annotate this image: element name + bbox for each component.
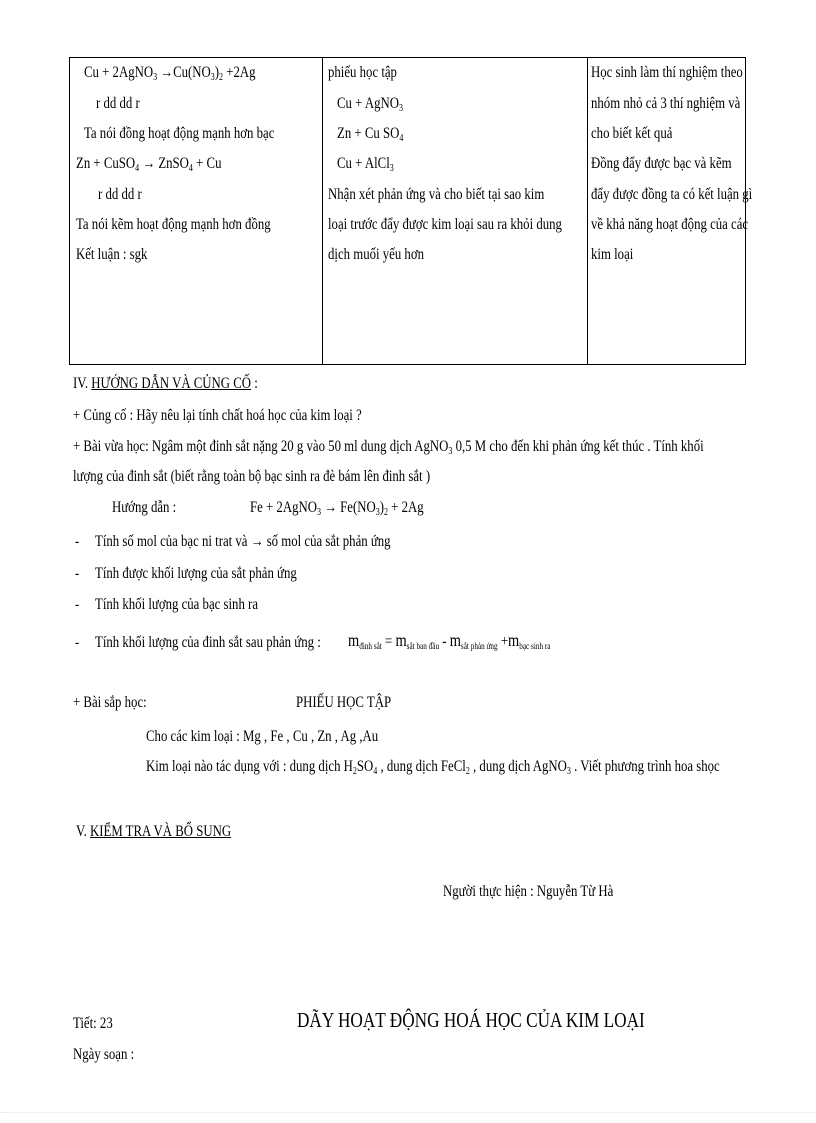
guide-label: Hướng dẫn : — [112, 499, 177, 516]
activity-line-1: Học sinh làm thí nghiệm theo — [591, 64, 743, 81]
activity-line-2: nhóm nhỏ cả 3 thí nghiệm và — [591, 95, 741, 112]
conclusion-copper: Ta nói đồng hoạt động mạnh hơn bạc — [84, 125, 275, 142]
metals-list: Cho các kim loại : Mg , Fe , Cu , Zn , Ag ,Au — [146, 728, 379, 745]
teacher-content-cell — [70, 58, 323, 365]
activity-line-7: kim loại — [591, 246, 634, 263]
homework-line-2: lượng của đinh sắt (biết rằng toàn bộ bạc sinh ra đè bám lên đinh sắt ) — [73, 468, 431, 485]
step-dash-4: - — [75, 634, 80, 651]
worksheet-heading: PHIẾU HỌC TẬP — [296, 694, 392, 711]
lesson-table — [69, 57, 753, 365]
step-3: Tính khối lượng của bạc sinh ra — [95, 596, 258, 613]
next-lesson-title: DÃY HOẠT ĐỘNG HOÁ HỌC CỦA KIM LOẠI — [297, 1008, 645, 1032]
experiment-1: Cu + AgNO$_3$ — [337, 95, 403, 114]
state-row-1: r dd dd r — [96, 95, 140, 112]
question-line-2: loại trước đẩy được kim loại sau ra khỏi dung — [328, 216, 562, 233]
consolidation-question: + Củng cố : Hãy nêu lại tính chất hoá học của kim loại ? — [73, 407, 362, 424]
student-activity-cell — [588, 58, 753, 365]
equation-zn-cuso4: Zn + CuSO$_4$ → ZnSO$_4$ + Cu — [76, 155, 222, 174]
step-dash-3: - — [75, 596, 80, 613]
section-4-heading: IV. HƯỚNG DẪN VÀ CỦNG CỐ : — [73, 375, 258, 392]
homework-line-1: + Bài vừa học: Ngâm một đinh sắt nặng 20 g vào 50 ml dung dịch AgNO$_3$ 0,5 M cho đến khi phản ứng kết thúc . Tính khối — [73, 438, 704, 457]
worksheet-title: phiếu học tập — [328, 64, 397, 81]
question-line-3: dịch muối yếu hơn — [328, 246, 424, 263]
activity-line-6: về khả năng hoạt động của các — [591, 216, 749, 233]
step-2: Tính được khối lượng của sắt phản ứng — [95, 565, 297, 582]
next-lesson-label: + Bài sắp học: — [73, 694, 147, 711]
step-1: Tính số mol của bạc ni trat và → số mol của sắt phản ứng — [95, 533, 391, 550]
mass-formula: $m_{đinh sắt} = m_{sắt ban đầu} - m_{sắt phản ứng} +m_{bạc sinh ra}$ — [348, 630, 551, 651]
step-4: Tính khối lượng của đinh sắt sau phản ứng : — [95, 634, 321, 651]
step-dash-1: - — [75, 533, 80, 550]
activity-line-3: cho biết kết quả — [591, 125, 673, 142]
activity-line-4: Đồng đẩy được bạc và kẽm — [591, 155, 732, 172]
author-signature: Người thực hiện : Nguyễn Từ Hà — [443, 883, 614, 900]
conclusion-zinc: Ta nói kẽm hoạt động mạnh hơn đồng — [76, 216, 271, 233]
activity-line-5: đẩy được đồng ta có kết luận gì — [591, 186, 753, 203]
page-divider — [0, 1112, 816, 1113]
step-dash-2: - — [75, 565, 80, 582]
prep-date-label: Ngày soạn : — [73, 1046, 135, 1063]
state-row-2: r dd dd r — [98, 186, 142, 203]
question-line-1: Nhận xét phản ứng và cho biết tại sao kim — [328, 186, 545, 203]
reaction-question: Kim loại nào tác dụng với : dung dịch $H_2SO_4$ , dung dịch FeCl$_2$ , dung dịch AgNO$_3$ . Viết phương trình hoa shọc — [146, 758, 720, 777]
section-5-heading: V. KIỂM TRA VÀ BỔ SUNG — [76, 823, 232, 840]
experiment-3: Cu + AlCl$_3$ — [337, 155, 394, 174]
worksheet-cell — [323, 58, 588, 365]
guide-equation: Fe + 2AgNO$_3$ → $Fe(NO_3)_2 + 2Ag$ — [250, 499, 424, 518]
lesson-period: Tiết: 23 — [73, 1015, 113, 1032]
conclusion-sgk: Kết luận : sgk — [76, 246, 148, 263]
equation-cu-agno3: Cu + 2AgNO$_3$ $\to Cu(NO_3)_2 +2Ag$ — [84, 64, 256, 83]
experiment-2: Zn + Cu $SO_4$ — [337, 125, 404, 144]
